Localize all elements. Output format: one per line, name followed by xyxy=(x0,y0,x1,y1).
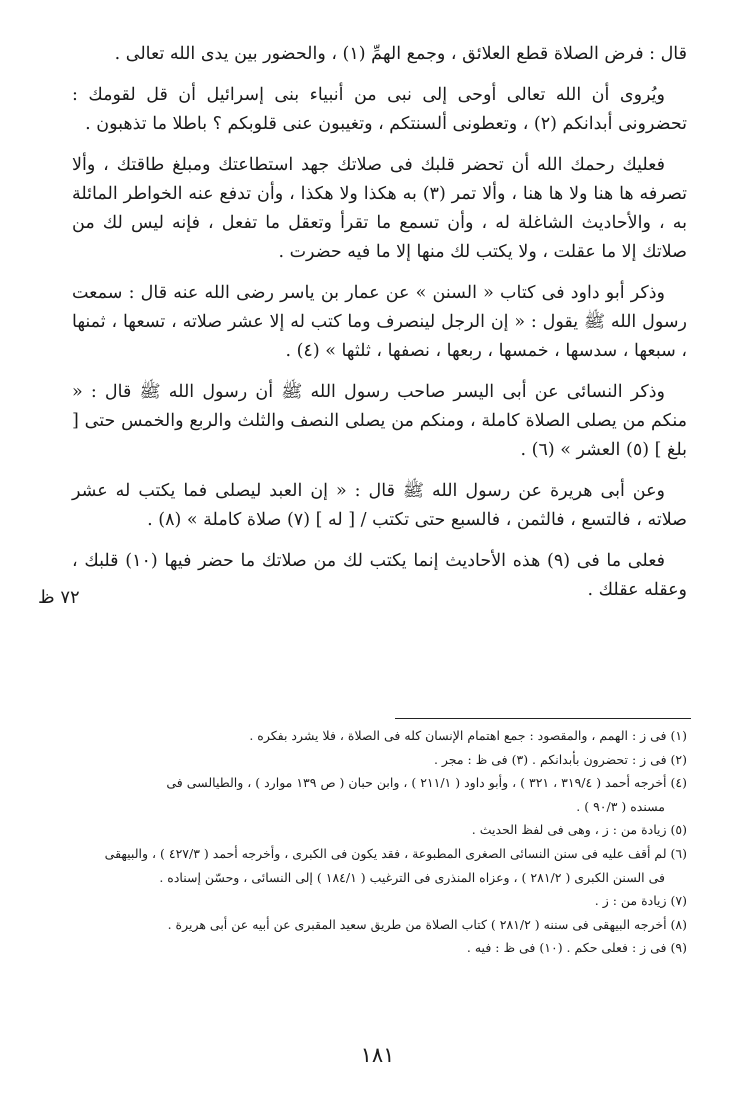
paragraph-5: وذكر النسائى عن أبى اليسر صاحب رسول الله ﷺ أن رسول الله ﷺ قال : « منكم من يصلى الصلاة كاملة ، ومنكم من يصلى النصف والثلث والربع والخمس حتى [ بلغ ] (٥) العشر » (٦) . xyxy=(72,382,687,460)
footnote xyxy=(75,771,687,818)
footnote-continuation: فى السنن الكبرى ( ٢٨١/٢ ) ، وعزاه المنذرى فى الترغيب ( ١٨٤/١ ) إلى النسائى ، وحسّن إسناده . xyxy=(159,869,665,885)
footnote-text: (٥) زيادة من : ز ، وهى فى لفظ الحديث . xyxy=(471,822,687,838)
manuscript-folio-note: ٧٢ ظ xyxy=(38,587,80,608)
main-text-body xyxy=(72,40,687,617)
footnote xyxy=(75,936,687,960)
footnote-separator xyxy=(395,718,691,719)
footnote-text: (١) فى ز : الهمم ، والمقصود : جمع اهتمام الإنسان كله فى الصلاة ، فلا يشرد بفكره . xyxy=(249,728,687,743)
paragraph-1: قال : فرض الصلاة قطع العلائق ، وجمع الهمِّ (١) ، والحضور بين يدى الله تعالى . xyxy=(114,44,687,64)
paragraph-3: فعليك رحمك الله أن تحضر قلبك فى صلاتك جهد استطاعتك ومبلغ طاقتك ، وألا تصرفه ها هنا ولا ها هنا ، وألا تمر (٣) به هكذا ولا هكذا ، وأن تدفع عنه الخواطر المائلة به ، والأحاديث الشاغلة له ، وأن تسمع ما تقرأ وتعقل ما تفعل ، فإنه ليس لك من صلاتك إلا ما عقلت ، ولا يكتب لك منها إلا ما فيه حضرت . xyxy=(72,155,687,262)
footnote xyxy=(75,913,687,937)
footnote-text: (٩) فى ز : فعلى حكم . (١٠) فى ظ : فيه . xyxy=(466,940,687,956)
footnote xyxy=(75,818,687,842)
paragraph-6: وعن أبى هريرة عن رسول الله ﷺ قال : « إن العبد ليصلى فما يكتب له عشر صلاته ، فالتسع ، فالثمن ، فالسبع حتى تكتب / [ له ] (٧) صلاة كاملة » (٨) . xyxy=(72,481,687,530)
footnote-text: (٨) أخرجه البيهقى فى سننه ( ٢٨١/٢ ) كتاب الصلاة من طريق سعيد المقبرى عن أبيه عن أبى هريرة . xyxy=(167,916,687,932)
footnote xyxy=(75,748,687,772)
footnote-text: (٦) لم أقف عليه فى سنن النسائى الصغرى المطبوعة ، فقد يكون فى الكبرى ، وأخرجه أحمد ( ٤٢٧/٣ ) ، والبيهقى xyxy=(104,845,687,861)
footnote xyxy=(75,724,687,748)
footnote-text: (٢) فى ز : تحضرون بأبدانكم . (٣) فى ظ : مجر . xyxy=(433,751,687,767)
footnote-continuation: مسنده ( ٩٠/٣ ) . xyxy=(576,798,665,814)
footnote xyxy=(75,842,687,889)
paragraph-7: فعلى ما فى (٩) هذه الأحاديث إنما يكتب لك من صلاتك ما حضر فيها (١٠) قلبك ، وعقله عقلك . xyxy=(72,551,687,600)
footnote-text: (٧) زيادة من : ز . xyxy=(594,893,687,909)
page-number: ١٨١ xyxy=(360,1043,395,1067)
footnote-text: (٤) أخرجه أحمد ( ٣١٩/٤ ، ٣٢١ ) ، وأبو داود ( ٢١١/١ ) ، وابن حبان ( ص ١٣٩ موارد ) ، والطيالسى فى xyxy=(166,775,687,791)
footnote xyxy=(75,889,687,913)
footnotes xyxy=(75,724,687,960)
paragraph-4: وذكر أبو داود فى كتاب « السنن » عن عمار بن ياسر رضى الله عنه قال : سمعت رسول الله ﷺ يقول : « إن الرجل لينصرف وما كتب له إلا عشر صلاته ، تسعها ، ثمنها ، سبعها ، سدسها ، خمسها ، ربعها ، نصفها ، ثلثها » (٤) . xyxy=(72,283,687,361)
paragraph-2: ويُروى أن الله تعالى أوحى إلى نبى من أنبياء بنى إسرائيل أن قل لقومك : تحضرونى أبدانكم (٢) ، وتعطونى ألسنتكم ، وتغيبون عنى قلوبكم ؟ باطلا ما تذهبون . xyxy=(72,85,687,134)
